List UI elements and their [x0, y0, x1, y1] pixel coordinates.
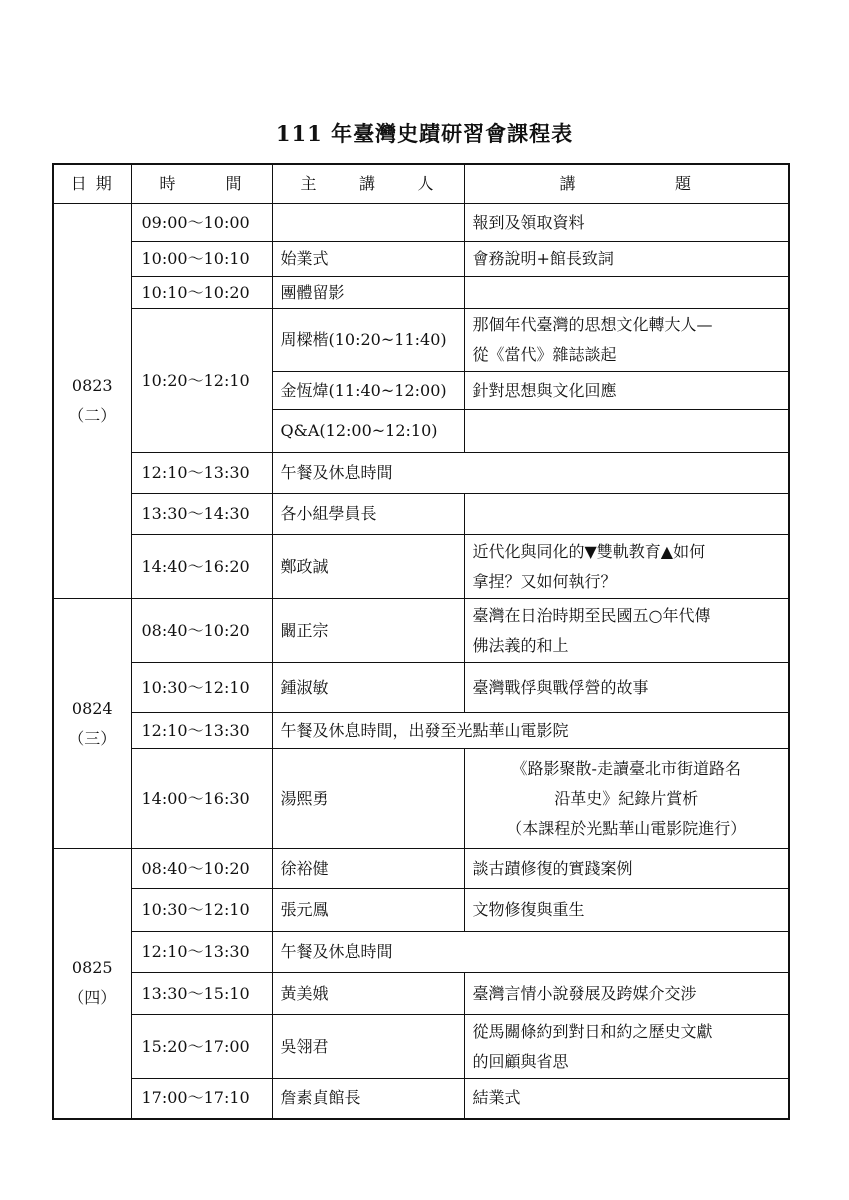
speaker-cell: 闞正宗 [272, 599, 464, 663]
speaker-cell: 吳翎君 [272, 1015, 464, 1079]
merged-cell: 午餐及休息時間 [272, 932, 789, 973]
time-cell: 17:00～17:10 [131, 1079, 272, 1119]
time-cell: 12:10～13:30 [131, 453, 272, 494]
topic-line: 那個年代臺灣的思想文化轉大人— [472, 315, 713, 334]
topic-line: 的回顧與省思 [472, 1051, 569, 1071]
table-row [53, 849, 789, 889]
date-cell-0823 [53, 204, 131, 599]
time-cell: 09:00～10:00 [131, 204, 272, 242]
topic-cell: 臺灣言情小說發展及跨媒介交涉 [464, 973, 789, 1015]
schedule-table [52, 163, 790, 1120]
page-title: 111 年臺灣史蹟研習會課程表 [275, 121, 574, 146]
topic-cell: 談古蹟修復的實踐案例 [464, 849, 789, 889]
time-cell: 08:40～10:20 [131, 849, 272, 889]
topic-cell: 報到及領取資料 [464, 204, 789, 242]
topic-cell: 文物修復與重生 [464, 889, 789, 932]
speaker-cell: 湯熙勇 [272, 749, 464, 849]
time-cell: 12:10～13:30 [131, 932, 272, 973]
table-row [53, 453, 789, 494]
table-row [53, 973, 789, 1015]
topic-cell [464, 277, 789, 309]
topic-cell: 臺灣戰俘與戰俘營的故事 [464, 663, 789, 713]
speaker-cell: 鍾淑敏 [272, 663, 464, 713]
topic-cell [464, 1015, 789, 1079]
time-cell: 12:10～13:30 [131, 713, 272, 749]
time-cell: 10:20～12:10 [131, 309, 272, 453]
table-row [53, 494, 789, 535]
topic-line: 近代化與同化的▼雙軌教育▲如何 [472, 541, 706, 561]
time-cell: 08:40～10:20 [131, 599, 272, 663]
table-row [53, 749, 789, 849]
topic-cell [464, 535, 789, 599]
speaker-cell: 周樑楷(10:20~11:40) [272, 309, 464, 372]
time-cell: 15:20～17:00 [131, 1015, 272, 1079]
topic-line: 《路影聚散-走讀臺北市街道路名 [511, 758, 741, 778]
speaker-cell: 徐裕健 [272, 849, 464, 889]
topic-line: 臺灣在日治時期至民國五○年代傳 [472, 605, 711, 625]
speaker-cell [272, 204, 464, 242]
time-cell: 10:30～12:10 [131, 663, 272, 713]
speaker-cell: 黃美娥 [272, 973, 464, 1015]
topic-cell: 會務說明+館長致詞 [464, 242, 789, 277]
topic-line: 從《當代》雜誌談起 [472, 345, 617, 364]
topic-cell: 結業式 [464, 1079, 789, 1119]
time-cell: 14:40～16:20 [131, 535, 272, 599]
topic-cell [464, 309, 789, 372]
table-header-row [53, 164, 789, 204]
speaker-cell: 張元鳳 [272, 889, 464, 932]
table-row [53, 889, 789, 932]
table-row [53, 713, 789, 749]
merged-cell: 午餐及休息時間 [272, 453, 789, 494]
table-row [53, 932, 789, 973]
table-row [53, 599, 789, 663]
time-cell: 10:30～12:10 [131, 889, 272, 932]
header-topic: 講 題 [464, 164, 789, 204]
date-cell-0824 [53, 599, 131, 849]
topic-line: （本課程於光點華山電影院進行） [506, 818, 747, 838]
table-row [53, 309, 789, 372]
topic-cell [464, 494, 789, 535]
weekday-label: （四） [68, 988, 117, 1008]
header-date: 日 期 [53, 164, 131, 204]
speaker-cell: 團體留影 [272, 277, 464, 309]
time-cell: 13:30～15:10 [131, 973, 272, 1015]
merged-cell: 午餐及休息時間，出發至光點華山電影院 [272, 713, 789, 749]
topic-line: 佛法義的和上 [472, 635, 569, 655]
table-row [53, 663, 789, 713]
time-cell: 10:00～10:10 [131, 242, 272, 277]
speaker-cell: 詹素貞館長 [272, 1079, 464, 1119]
speaker-cell: Q&A(12:00~12:10) [272, 410, 464, 453]
header-time: 時 間 [131, 164, 272, 204]
date-label: 0823 [71, 376, 113, 395]
table-row [53, 535, 789, 599]
speaker-cell: 鄭政誠 [272, 535, 464, 599]
topic-cell [464, 749, 789, 849]
time-cell: 10:10～10:20 [131, 277, 272, 309]
time-cell: 14:00～16:30 [131, 749, 272, 849]
topic-cell: 針對思想與文化回應 [464, 372, 789, 410]
header-speaker: 主 講 人 [272, 164, 464, 204]
table-row [53, 277, 789, 309]
table-row [53, 242, 789, 277]
weekday-label: （二） [68, 406, 117, 425]
topic-line: 沿革史》紀錄片賞析 [554, 788, 699, 808]
speaker-cell: 各小組學員長 [272, 494, 464, 535]
time-cell: 13:30～14:30 [131, 494, 272, 535]
table-row [53, 1015, 789, 1079]
date-cell-0825 [53, 849, 131, 1119]
date-label: 0824 [71, 698, 113, 718]
topic-cell [464, 410, 789, 453]
table-row [53, 1079, 789, 1119]
speaker-cell: 金恆煒(11:40~12:00) [272, 372, 464, 410]
date-label: 0825 [71, 958, 113, 978]
speaker-cell: 始業式 [272, 242, 464, 277]
weekday-label: （三） [68, 728, 117, 748]
topic-line: 從馬關條約到對日和約之歷史文獻 [472, 1021, 713, 1041]
topic-line: 拿捏？又如何執行？ [472, 571, 617, 591]
topic-cell [464, 599, 789, 663]
table-row [53, 204, 789, 242]
